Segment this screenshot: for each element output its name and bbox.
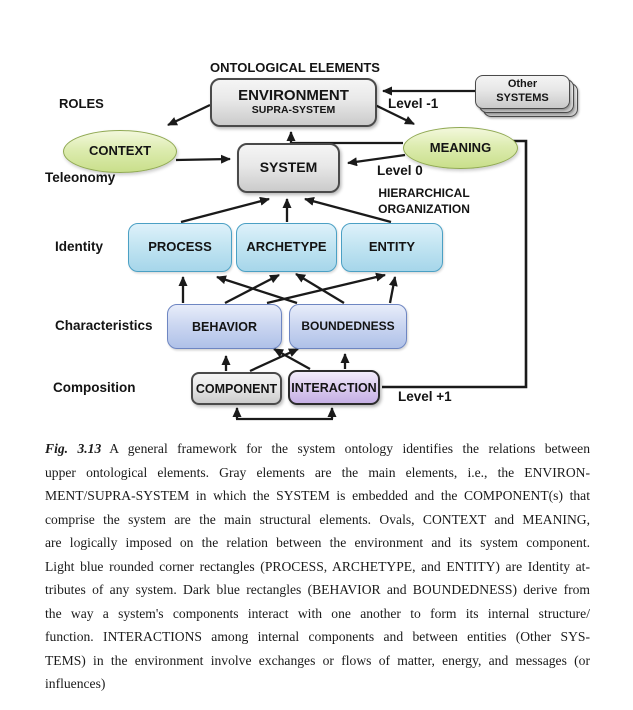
node-system xyxy=(237,143,340,193)
label-composition: Composition xyxy=(53,380,136,395)
meaning-label: MEANING xyxy=(429,139,492,155)
environment-sublabel: SUPRA-SYSTEM xyxy=(251,104,336,117)
label-characteristics: Characteristics xyxy=(55,318,153,333)
label-identity: Identity xyxy=(55,239,104,254)
node-environment xyxy=(210,78,377,127)
node-boundedness xyxy=(289,304,407,349)
caption-line: are logically imposed on the relation between the environment and its system component. xyxy=(45,535,590,551)
archetype-label: ARCHETYPE xyxy=(246,239,327,255)
caption-line: Light blue rounded corner rectangles (PROCESS, ARCHETYPE, and ENTITY) are Identity at- xyxy=(45,558,590,574)
label-level-minus-1: Level -1 xyxy=(388,96,439,111)
caption-line: upper ontological elements. Gray elements are the main elements, i.e., the ENVIRON- xyxy=(45,464,590,480)
node-behavior xyxy=(167,304,282,349)
other-systems-line1: Other xyxy=(507,78,538,91)
system-label: SYSTEM xyxy=(259,159,318,176)
entity-label: ENTITY xyxy=(368,239,416,255)
context-label: CONTEXT xyxy=(88,143,152,159)
caption-line: comprise the system are the main structural elements. Ovals, CONTEXT and MEANING, xyxy=(45,511,590,527)
hierarchical-line1: HIERARCHICAL xyxy=(378,186,470,200)
caption-text: A general framework for the system ontology identifies the relations between xyxy=(109,441,590,456)
label-roles: ROLES xyxy=(59,96,104,111)
caption-line: TEMS) in the environment involve exchanges or flows of matter, energy, and messages (or xyxy=(45,652,590,668)
figure-caption xyxy=(45,437,590,696)
node-interaction xyxy=(288,370,380,405)
diagram-title: ONTOLOGICAL ELEMENTS xyxy=(210,60,380,75)
node-process xyxy=(128,223,232,272)
process-label: PROCESS xyxy=(148,239,212,255)
caption-line: the way a system's components interact with one another to form its internal structure/ xyxy=(45,605,590,621)
boundedness-label: BOUNDEDNESS xyxy=(301,318,395,333)
other-systems-line2: SYSTEMS xyxy=(496,92,549,104)
interaction-label: INTERACTION xyxy=(291,380,377,395)
figure-number: Fig. 3.13 xyxy=(45,441,102,456)
environment-label: ENVIRONMENT xyxy=(238,87,349,105)
component-label: COMPONENT xyxy=(195,381,278,396)
caption-line: tributes of any system. Dark blue rectangles (BEHAVIOR and BOUNDEDNESS) derive from xyxy=(45,582,590,598)
hierarchical-line2: ORGANIZATION xyxy=(378,202,470,216)
label-level-0: Level 0 xyxy=(377,163,423,178)
label-level-plus-1: Level +1 xyxy=(398,389,452,404)
behavior-label: BEHAVIOR xyxy=(191,319,258,334)
label-teleonomy: Teleonomy xyxy=(45,170,116,185)
caption-line: MENT/SUPRA-SYSTEM in which the SYSTEM is embedded and the COMPONENT(s) that xyxy=(45,488,590,504)
caption-line: function. INTERACTIONS among internal components and between entities (Other SYS- xyxy=(45,629,590,645)
node-entity xyxy=(341,223,443,272)
node-other-systems xyxy=(475,75,579,118)
label-hierarchical-organization xyxy=(374,185,474,217)
node-component xyxy=(191,372,282,405)
other-systems-card-front xyxy=(475,75,570,109)
node-context xyxy=(63,130,177,173)
caption-line: influences) xyxy=(45,676,106,692)
caption-line xyxy=(45,437,590,461)
node-archetype xyxy=(236,223,337,272)
